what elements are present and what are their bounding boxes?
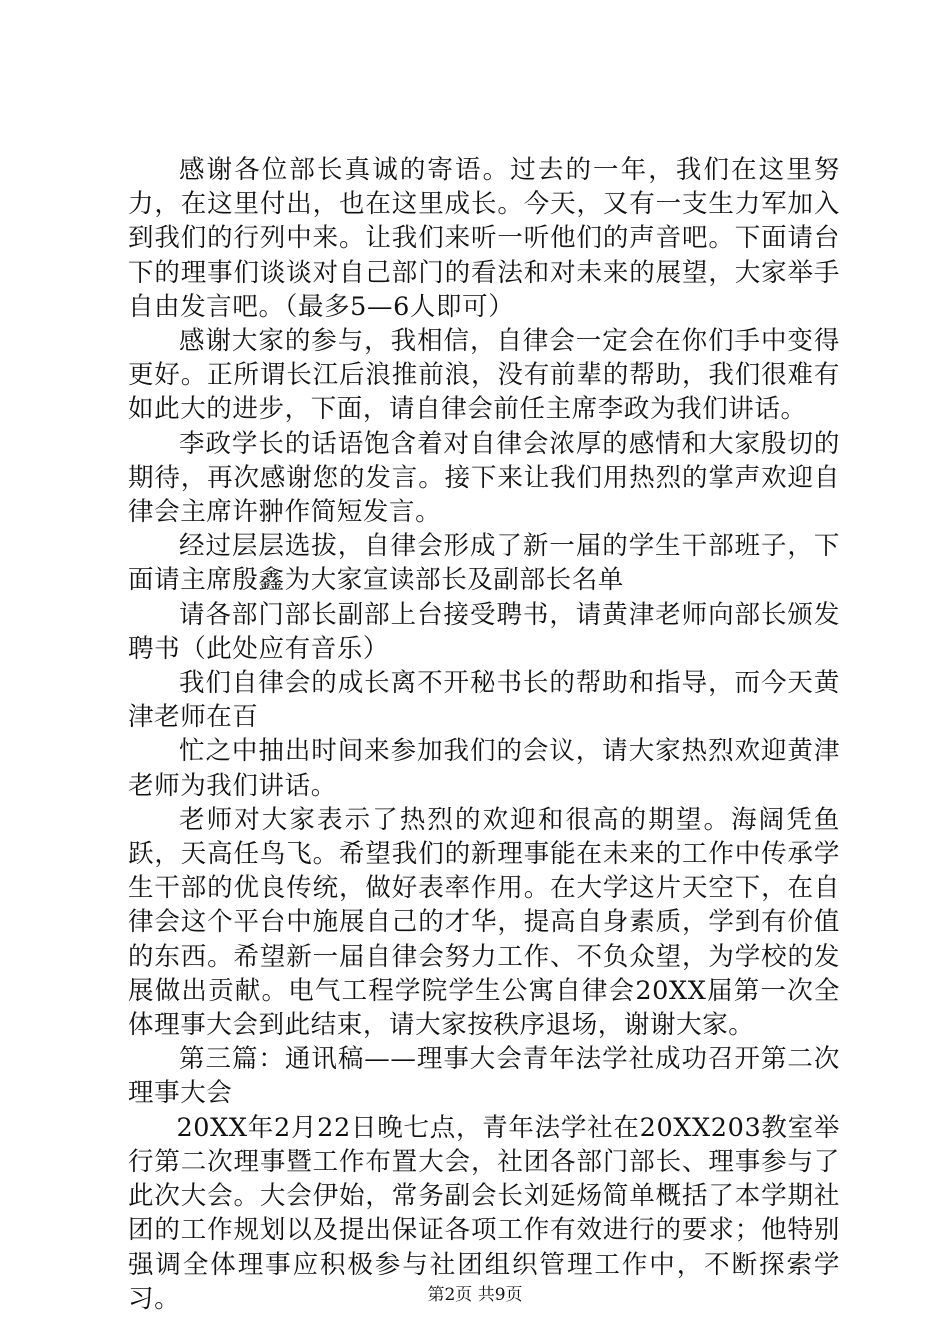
page-footer	[0, 1284, 950, 1306]
paragraph-teacher-speech: 忙之中抽出时间来参加我们的会议，请大家热烈欢迎黄津老师为我们讲话。	[128, 736, 840, 801]
paragraph-former-chairman: 李政学长的话语饱含着对自律会浓厚的感情和大家殷切的期待，再次感谢您的发言。接下来让我们用热烈的掌声欢迎自律会主席许翀作简短发言。	[128, 428, 840, 528]
paragraph-thanks-participation: 感谢大家的参与，我相信，自律会一定会在你们手中变得更好。正所谓长江后浪推前浪，没有前辈的帮助，我们很难有如此大的进步，下面，请自律会前任主席李政为我们讲话。	[128, 326, 840, 425]
paragraph-appointment: 请各部门部长副部上台接受聘书，请黄津老师向部长颁发聘书（此处应有音乐）	[128, 599, 840, 664]
paragraph-closing: 老师对大家表示了热烈的欢迎和很高的期望。海阔凭鱼跃，天高任鸟飞。希望我们的新理事能在未来的工作中传承学生干部的优良传统，做好表率作用。在大学这片天空下，在自律会这个平台中施展自己的才华，提高自身素质，学到有价值的东西。希望新一届自律会努力工作、不负众望，为学校的发展做出贡献。电气工程学院学生公寓自律会20XX届第一次全体理事大会到此结束，请大家按秩序退场，谢谢大家。	[128, 804, 840, 1041]
paragraph-new-cadres: 经过层层选拔，自律会形成了新一届的学生干部班子，下面请主席殷鑫为大家宣读部长及副部长名单	[128, 531, 840, 596]
document-body	[128, 153, 840, 1316]
paragraph-secretary-general: 我们自律会的成长离不开秘书长的帮助和指导，而今天黄津老师在百	[128, 668, 840, 733]
paragraph-thanks-ministers: 感谢各位部长真诚的寄语。过去的一年，我们在这里努力，在这里付出，也在这里成长。今天，又有一支生力军加入到我们的行列中来。让我们来听一听他们的声音吧。下面请台下的理事们谈谈对自己部门的看法和对未来的展望，大家举手自由发言吧。（最多5—6人即可）	[128, 155, 840, 322]
page-number-label: 第2页 共9页	[427, 1285, 523, 1305]
section-heading-third-article: 第三篇：通讯稿——理事大会青年法学社成功召开第二次理事大会	[128, 1044, 840, 1109]
paragraph-news-report: 20XX年2月22日晚七点，青年法学社在20XX203教室举行第二次理事暨工作布置大会，社团各部门部长、理事参与了此次大会。大会伊始，常务副会长刘延炀简单概括了本学期社团的工作规划以及提出保证各项工作有效进行的要求；他特别强调全体理事应积极参与社团组织管理工作中，不断探索学习。	[128, 1112, 840, 1314]
